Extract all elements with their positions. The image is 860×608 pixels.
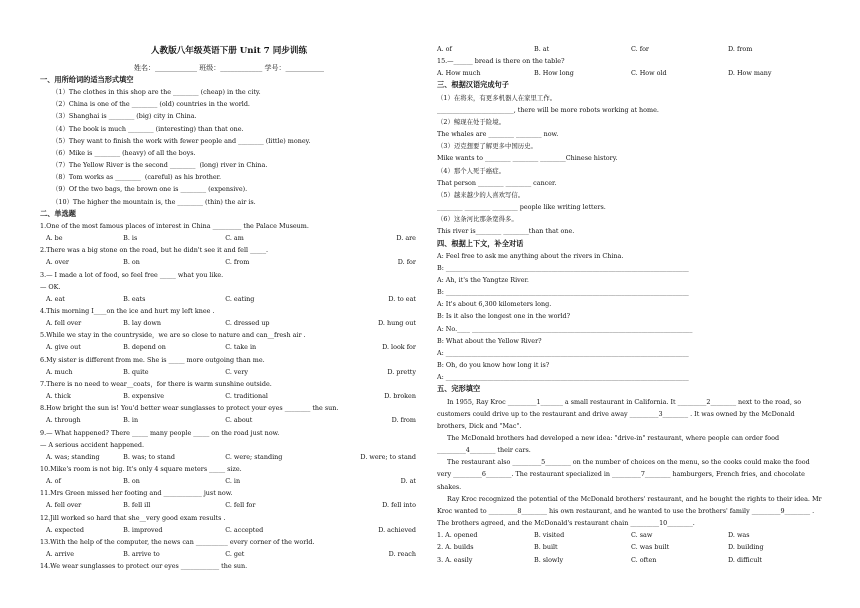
translation-line: （4）那个人死于癌症。 bbox=[437, 166, 505, 175]
option: C. very bbox=[225, 367, 248, 376]
cloze-option-row bbox=[437, 541, 825, 553]
option: D. fell into bbox=[382, 501, 416, 510]
option: A. over bbox=[46, 258, 69, 267]
answer-options bbox=[40, 341, 418, 353]
fill-in-item: （1）The clothes in this shop are the ________ (cheap) in the city. bbox=[52, 88, 261, 97]
option: D. achieved bbox=[378, 525, 416, 534]
dialogue-line: B: ____________________________________________________________________________ bbox=[437, 288, 689, 297]
fill-in-item: （9）Of the two bags, the brown one is ________ (expensive). bbox=[52, 185, 248, 194]
option: A. much bbox=[46, 367, 73, 376]
question-stem: 4.This morning I____on the ice and hurt my left knee . bbox=[40, 306, 215, 315]
fill-in-item: （10）The higher the mountain is, the ________ (thin) the air is. bbox=[52, 197, 256, 206]
option: C. were; standing bbox=[225, 452, 283, 461]
option: C. am bbox=[225, 234, 244, 243]
dialogue-line: A: Ah, it's the Yangtze River. bbox=[437, 275, 529, 284]
multiple-choice-list bbox=[40, 220, 418, 573]
translation-line: That person ________ ________ cancer. bbox=[437, 178, 557, 187]
option: A. of bbox=[437, 45, 452, 53]
option: A. fell over bbox=[46, 501, 82, 510]
option: C. traditional bbox=[225, 392, 268, 401]
dialogue-line: A: It's about 6,300 kilometers long. bbox=[437, 300, 552, 309]
translation-line: （2）鲸现在处于险境。 bbox=[437, 117, 505, 126]
answer-options bbox=[40, 232, 418, 244]
translation-line: （1）在将来，有更多机器人在家里工作。 bbox=[437, 93, 557, 102]
option: C. often bbox=[631, 555, 657, 564]
right-column bbox=[437, 0, 825, 608]
option: A. arrive bbox=[46, 550, 75, 559]
question-stem: 12.Jill worked so hard that she__very good exam results . bbox=[40, 513, 226, 522]
translation-line: This river is________ ________than that one. bbox=[437, 227, 575, 236]
question-stem: 3.— I made a lot of food, so feel free _____ what you like. bbox=[40, 270, 224, 279]
option: B. at bbox=[534, 45, 550, 53]
option: C. about bbox=[225, 416, 253, 425]
option: B. on bbox=[123, 477, 140, 486]
question-stem: 10.Mike's room is not big. It's only 4 square meters _____ size. bbox=[40, 465, 242, 473]
fill-in-item: （5）They want to finish the work with fewer people and ________ (little) money. bbox=[52, 136, 311, 145]
option: C. eating bbox=[225, 294, 255, 303]
cloze-options bbox=[437, 529, 825, 565]
section-heading-3: 三、根据汉语完成句子 bbox=[437, 80, 509, 90]
option: B. fell ill bbox=[123, 501, 151, 510]
answer-options bbox=[40, 524, 418, 536]
answer-options bbox=[40, 548, 418, 560]
option: C. from bbox=[225, 258, 250, 267]
question-stem: 7.There is no need to wear__coats，for there is warm sunshine outside. bbox=[40, 379, 272, 388]
dialogue-list bbox=[437, 250, 825, 384]
fill-in-item: （4）The book is much ________ (interesting) than that one. bbox=[52, 124, 244, 133]
dialogue-line: B: Oh, do you know how long it is? bbox=[437, 361, 550, 370]
option: A. How much bbox=[437, 69, 481, 78]
option: D. reach bbox=[388, 550, 416, 559]
option: B. expensive bbox=[123, 392, 165, 401]
option: D. are bbox=[396, 234, 416, 243]
fill-in-item: （2）China is one of the ________ (old) countries in the world. bbox=[52, 100, 250, 109]
section-heading-1: 一、用所给词的适当形式填空 bbox=[40, 75, 134, 84]
option: A. give out bbox=[46, 343, 81, 352]
fill-in-item: （3）Shanghai is ________ (big) city in China. bbox=[52, 112, 197, 121]
student-info-line: 姓名：____________ 班级：____________ 学号：___________ bbox=[134, 64, 324, 72]
option: C. was built bbox=[631, 543, 670, 552]
option: C. take in bbox=[225, 343, 257, 352]
answer-options bbox=[40, 366, 418, 378]
translation-list bbox=[437, 92, 825, 238]
cloze-paragraph: Ray Kroc recognized the potential of the McDonald brothers' restaurant, and he bought the rights to their idea. Mr Kroc wanted to _________8________ his own restaurant, and he wanted to use the brothers' family _________9________ . The brothers agreed, and the McDonald's restaurant chain _________10________. bbox=[437, 494, 822, 528]
option: B. built bbox=[534, 543, 558, 552]
option: B. was; to stand bbox=[123, 452, 175, 461]
option: A. was; standing bbox=[46, 452, 100, 461]
option: D. difficult bbox=[728, 555, 762, 564]
translation-line: ________________________, there will be more robots working at home. bbox=[437, 105, 659, 114]
question-stem: 2.There was a big stone on the road, but he didn't see it and fell _____. bbox=[40, 246, 269, 255]
answer-options bbox=[40, 293, 418, 305]
option: B. is bbox=[123, 234, 138, 243]
answer-options bbox=[40, 414, 418, 426]
option: C. in bbox=[225, 477, 241, 486]
option: A. be bbox=[46, 234, 63, 243]
option: D. look for bbox=[382, 343, 416, 352]
question-stem: 14.We wear sunglasses to protect our eyes ____________ the sun. bbox=[40, 562, 248, 571]
option: B. How long bbox=[534, 69, 574, 78]
page-title: 人教版八年级英语下册 Unit 7 同步训练 bbox=[150, 46, 308, 56]
dialogue-line: A: ____________________________________________________________________________ bbox=[437, 348, 689, 357]
dialogue-line: A: ____________________________________________________________________________ bbox=[437, 373, 689, 382]
option: B. lay down bbox=[123, 319, 161, 328]
option: C. How old bbox=[631, 69, 667, 78]
option: C. fell for bbox=[225, 501, 256, 510]
dialogue-line: A: No.____ _____________________________________________________________________ bbox=[437, 324, 693, 333]
answer-options bbox=[40, 256, 418, 268]
question-stem: 6.My sister is different from me. She is _____ more outgoing than me. bbox=[40, 355, 265, 364]
answer-options bbox=[40, 390, 418, 402]
option: D. building bbox=[728, 543, 764, 552]
option: B. eats bbox=[123, 294, 146, 303]
option: D. How many bbox=[728, 69, 772, 78]
option: D. pretty bbox=[387, 367, 416, 376]
fill-in-item: （6）Mike is ________ (heavy) of all the boys. bbox=[52, 148, 196, 157]
option: B. visited bbox=[534, 531, 565, 540]
question-stem: 5.While we stay in the countryside，we are so close to nature and can__fresh air . bbox=[40, 331, 306, 340]
question-stem: 13.With the help of the computer, the news can __________ every corner of the world. bbox=[40, 537, 315, 546]
section-heading-4: 四、根据上下文，补全对话 bbox=[437, 238, 524, 248]
option: B. on bbox=[123, 258, 140, 267]
section-heading-5: 五、完形填空 bbox=[437, 384, 481, 394]
option: 1. A. opened bbox=[437, 531, 478, 540]
option: C. get bbox=[225, 550, 245, 559]
option: A. eat bbox=[46, 294, 65, 303]
option: B. depend on bbox=[123, 343, 166, 352]
question-15: 15.—______ bread is there on the table? bbox=[437, 57, 565, 66]
cloze-paragraph: In 1955, Ray Kroc _________1_______ a small restaurant in California. It _________2________ next to the road, so customers could drive up to the restaurant and drive away _________3________ . It was owned by the McDonald brothers, Dick and "Mac". bbox=[437, 397, 802, 430]
fill-in-item: （7）The Yellow River is the second ________ (long) river in China. bbox=[52, 161, 268, 170]
answer-options bbox=[40, 451, 418, 463]
cloze-paragraph: The restaurant also _________5________ on the number of choices on the menu, so the cooks could make the food very _________6________. The restaurant specialized in _________7________ hamburgers, French fries, and chocolate shakes. bbox=[437, 458, 810, 491]
dialogue-line: B: Is it also the longest one in the world? bbox=[437, 312, 571, 321]
option: C. for bbox=[631, 45, 649, 53]
dialogue-line: B: What about the Yellow River? bbox=[437, 336, 542, 345]
option: D. was bbox=[728, 531, 750, 540]
option: A. through bbox=[46, 416, 81, 425]
option: A. thick bbox=[46, 392, 71, 401]
option: A. of bbox=[46, 477, 61, 486]
option: B. quite bbox=[123, 367, 149, 376]
option: D. for bbox=[397, 258, 416, 267]
option: C. accepted bbox=[225, 525, 264, 534]
option: D. at bbox=[400, 477, 416, 486]
cloze-option-row bbox=[437, 554, 825, 566]
option: B. improved bbox=[123, 525, 163, 534]
translation-line: （5）越来越少的人喜欢写信。 bbox=[437, 190, 525, 199]
question-extra: — A serious accident happened. bbox=[40, 440, 145, 449]
option: 2. A. builds bbox=[437, 543, 474, 552]
option: D. to eat bbox=[388, 294, 416, 303]
dialogue-line: B: ____________________________________________________________________________ bbox=[437, 263, 689, 272]
translation-line: The whales are ________ ________ now. bbox=[437, 130, 559, 139]
left-column bbox=[40, 0, 418, 608]
question-15-options bbox=[437, 67, 825, 79]
translation-line: Mike wants to ________ ________ ________Chinese history. bbox=[437, 154, 618, 163]
option: D. hung out bbox=[378, 319, 416, 328]
answer-options bbox=[40, 317, 418, 329]
option: C. saw bbox=[631, 531, 653, 540]
translation-line: （6）这条河比那条宽得多。 bbox=[437, 215, 518, 224]
option: B. in bbox=[123, 416, 139, 425]
option: D. broken bbox=[384, 392, 416, 401]
option: D. from bbox=[391, 416, 416, 425]
cloze-paragraph: The McDonald brothers had developed a new idea: "drive-in" restaurant, where people can order food _________4________ their cars. bbox=[437, 434, 780, 455]
section-heading-2: 二、单选题 bbox=[40, 208, 76, 218]
option: B. slowly bbox=[534, 555, 564, 564]
option: 3. A. easily bbox=[437, 555, 473, 564]
translation-line: ________ ________ ________ people like writing letters. bbox=[437, 203, 606, 212]
question-extra: — OK. bbox=[40, 282, 61, 291]
option: A. expected bbox=[46, 525, 84, 534]
option: D. from bbox=[728, 45, 753, 53]
question-stem: 11.Mrs Green missed her footing and ____________ just now. bbox=[40, 489, 233, 498]
question-stem: 8.How bright the sun is! You'd better wear sunglasses to protect your eyes ________ the sun. bbox=[40, 404, 339, 413]
option: D. were; to stand bbox=[360, 452, 416, 461]
fill-in-item: （8）Tom works as ________ (careful) as his brother. bbox=[52, 173, 222, 182]
translation-line: （3）迈克想要了解更多中国历史。 bbox=[437, 142, 537, 151]
option: B. arrive to bbox=[123, 550, 160, 559]
question-14-options bbox=[437, 43, 825, 55]
option: A. fell over bbox=[46, 319, 82, 328]
option: C. dressed up bbox=[225, 319, 270, 328]
cloze-option-row bbox=[437, 529, 825, 541]
dialogue-line: A: Feel free to ask me anything about the rivers in China. bbox=[437, 251, 624, 260]
question-stem: 1.One of the most famous places of interest in China _________ the Palace Museum. bbox=[40, 221, 309, 230]
answer-options bbox=[40, 475, 418, 487]
cloze-passage bbox=[437, 396, 825, 530]
fill-in-list bbox=[40, 86, 418, 208]
answer-options bbox=[40, 499, 418, 511]
question-stem: 9.— What happened? There _____ many people _____ on the road just now. bbox=[40, 428, 280, 437]
